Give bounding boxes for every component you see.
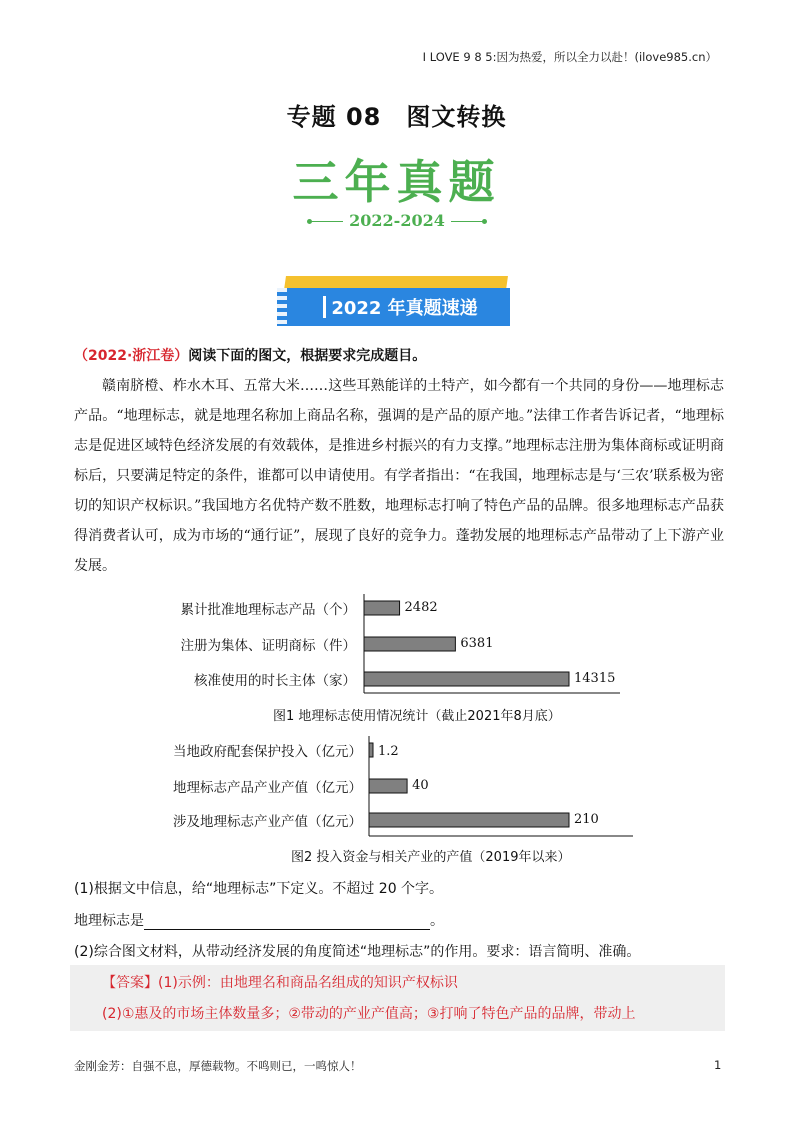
blank-prefix: 地理标志是 bbox=[74, 913, 144, 929]
passage-text: 赣南脐橙、柞水木耳、五常大米……这些耳熟能详的土特产，如今都有一个共同的身份——地理标志产品。“地理标志，就是地理名称加上商品名称，强调的是产品的原产地。”法律工作者告诉记者，“地理标志是促进区域特色经济发展的有效载体，是推进乡村振兴的有力支撑。”地理标志注册为集体商标或证明商标后，只要满足特定的条件，谁都可以申请使用。有学者指出：“在我国，地理标志是与‘三农’联系极为密切的知识产权标识。”我国地方名优特产数不胜数，地理标志打响了特色产品的品牌。很多地理标志产品获得消费者认可，成为市场的“通行证”，展现了良好的竞争力。蓬勃发展的地理标志产品带动了上下游产业发展。 bbox=[74, 378, 724, 574]
answer-1-text: (1)示例：由地理名和商品名组成的知识产权标识 bbox=[158, 975, 458, 991]
question-intro bbox=[74, 345, 426, 365]
question-source: （2022·浙江卷） bbox=[74, 348, 189, 364]
answer-tag: 【答案】 bbox=[102, 975, 158, 991]
chart-2-value-label: 1.2 bbox=[378, 744, 399, 759]
chart-1-caption: 图1 地理标志使用情况统计（截止2021年8月底） bbox=[273, 709, 561, 724]
chart-2-category-label: 地理标志产品产业产值（亿元） bbox=[173, 780, 362, 796]
footer-motto: 金刚金芳：自强不息，厚德载物。不鸣则已，一鸣惊人！ bbox=[74, 1059, 362, 1073]
blank-suffix: 。 bbox=[430, 913, 444, 929]
chart-2-caption: 图2 投入资金与相关产业的产值（2019年以来） bbox=[291, 850, 571, 865]
section-ribbon-label: 2022 年真题速递 bbox=[331, 298, 478, 319]
chart-2-category-label: 涉及地理标志产业产值（亿元） bbox=[173, 814, 362, 830]
chart-2-value-label: 210 bbox=[574, 812, 599, 827]
header-site-text: I LOVE 9 8 5:因为热爱，所以全力以赴！(ilove985.cn） bbox=[422, 50, 717, 64]
years-range: 2022-2024 bbox=[349, 211, 445, 230]
answer-line-1 bbox=[102, 972, 458, 992]
question-1: (1)根据文中信息，给“地理标志”下定义。不超过 20 个字。 bbox=[74, 881, 444, 897]
page-title: 专题 08 图文转换 bbox=[286, 103, 507, 131]
question-2: (2)综合图文材料，从带动经济发展的角度简述“地理标志”的作用。要求：语言简明、准确。 bbox=[74, 944, 641, 960]
chart-1-bar-2 bbox=[364, 637, 455, 651]
chart-2-bar-2 bbox=[369, 779, 407, 793]
question-1-blank bbox=[74, 910, 444, 930]
chart-2-bar-1 bbox=[369, 743, 373, 757]
page-number: 1 bbox=[714, 1058, 722, 1072]
chart-1-value-label: 14315 bbox=[574, 671, 616, 686]
chart-2-value-label: 40 bbox=[412, 778, 429, 793]
chart-1-category-label: 注册为集体、证明商标（件） bbox=[180, 638, 356, 654]
chart-2-category-label: 当地政府配套保护投入（亿元） bbox=[173, 744, 362, 760]
chart-1-value-label: 2482 bbox=[404, 600, 438, 615]
chart-1-bar-1 bbox=[364, 601, 400, 615]
chart-2-bar-3 bbox=[369, 813, 569, 827]
question-instruction: 阅读下面的图文，根据要求完成题目。 bbox=[188, 348, 427, 364]
banner-title: 三年真题 bbox=[292, 155, 501, 209]
chart-1-category-label: 核准使用的时长主体（家） bbox=[194, 673, 356, 689]
reading-passage bbox=[74, 371, 724, 581]
chart-1-value-label: 6381 bbox=[460, 636, 494, 651]
chart-1-bar-3 bbox=[364, 672, 569, 686]
answer-blank-line bbox=[144, 915, 430, 930]
chart-1-category-label: 累计批准地理标志产品（个） bbox=[180, 602, 356, 618]
answer-line-2: (2)①惠及的市场主体数量多；②带动的产业产值高；③打响了特色产品的品牌，带动上 bbox=[102, 1006, 636, 1022]
